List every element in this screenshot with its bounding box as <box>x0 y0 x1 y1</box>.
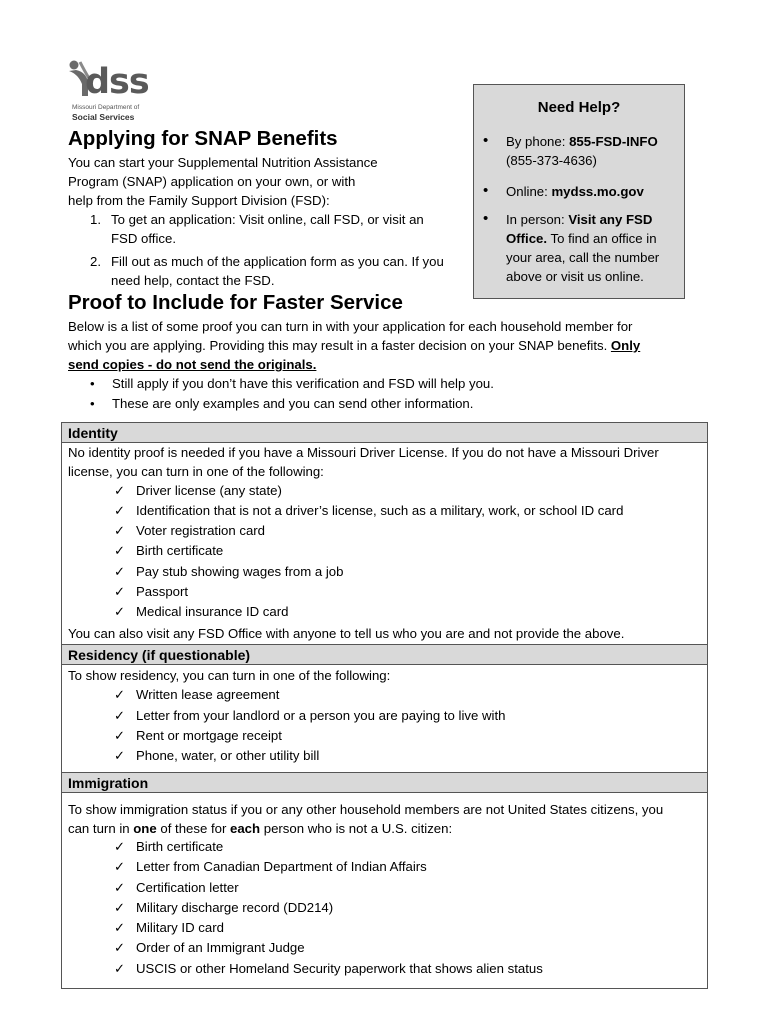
residency-item <box>114 746 319 767</box>
residency-text: To show residency, you can turn in one of the following: <box>68 668 391 683</box>
immigration-item <box>114 898 333 919</box>
checkmark-icon: ✓ <box>114 585 126 600</box>
identity-item-label: Passport <box>136 584 189 599</box>
residency-item-label: Phone, water, or other utility bill <box>136 748 320 763</box>
proof-table <box>61 422 708 989</box>
residency-item <box>114 706 505 727</box>
bullet-icon: • <box>90 396 95 411</box>
step-number: 2. <box>90 254 101 269</box>
logo-wordmark: dss <box>85 62 149 102</box>
immigration-item <box>114 857 427 878</box>
identity-item-label: Birth certificate <box>136 543 224 558</box>
proof-intro <box>68 317 708 374</box>
help-phone-label: By phone: <box>506 134 570 149</box>
dss-logo <box>66 58 148 126</box>
immigration-item-label: Military discharge record (DD214) <box>136 900 334 915</box>
proof-line <box>68 355 708 374</box>
help-phone-number: 855-FSD-INFO <box>569 134 658 149</box>
immigration-item-label: Letter from Canadian Department of Indian Affairs <box>136 859 427 874</box>
proof-title: Proof to Include for Faster Service <box>68 291 403 314</box>
immigration-item-label: Birth certificate <box>136 839 224 854</box>
immigration-item-label: Order of an Immigrant Judge <box>136 940 305 955</box>
identity-item-label: Identification that is not a driver’s license, such as a military, work, or school ID card <box>136 503 624 518</box>
checkmark-icon: ✓ <box>114 840 126 855</box>
checkmark-icon: ✓ <box>114 605 126 620</box>
checkmark-icon: ✓ <box>114 881 126 896</box>
apply-intro-line: Program (SNAP) application on your own, or with <box>68 174 356 189</box>
checkmark-icon: ✓ <box>114 504 126 519</box>
residency-item <box>114 685 279 706</box>
apply-intro-line: help from the Family Support Division (FSD): <box>68 193 330 208</box>
checkmark-icon: ✓ <box>114 709 126 724</box>
immigration-item <box>114 938 305 959</box>
immigration-text-line: To show immigration status if you or any other household members are not United States citizens, you <box>68 802 664 817</box>
identity-text-line: license, you can turn in one of the following: <box>68 464 324 479</box>
help-person-bold: Office. <box>506 231 548 246</box>
immigration-item-label: USCIS or other Homeland Security paperwork that shows alien status <box>136 961 543 976</box>
help-person-text: To find an office in <box>547 231 657 246</box>
residency-item <box>114 726 282 747</box>
help-phone-digits: (855-373-4636) <box>506 153 597 168</box>
identity-item <box>114 602 288 623</box>
help-person-text: your area, call the number <box>506 250 660 265</box>
immigration-item <box>114 959 543 980</box>
help-person-text: above or visit us online. <box>506 269 644 284</box>
residency-heading: Residency (if questionable) <box>62 644 707 665</box>
identity-item-label: Driver license (any state) <box>136 483 282 498</box>
immigration-text-part: can turn in <box>68 821 134 836</box>
help-online-label: Online: <box>506 184 552 199</box>
help-in-person <box>483 210 676 286</box>
apply-intro-line: You can start your Supplemental Nutrition Assistance <box>68 155 378 170</box>
proof-bullets <box>68 374 708 414</box>
identity-item <box>114 521 265 542</box>
checkmark-icon: ✓ <box>114 544 126 559</box>
identity-footer: You can also visit any FSD Office with anyone to tell us who you are and not provide the above. <box>68 626 625 641</box>
step-line: need help, contact the FSD. <box>111 273 275 288</box>
identity-item <box>114 541 223 562</box>
immigration-text-part: of these for <box>156 821 231 836</box>
proof-line: Below is a list of some proof you can turn in with your application for each household member for <box>68 319 633 334</box>
checkmark-icon: ✓ <box>114 524 126 539</box>
step-line: To get an application: Visit online, call FSD, or visit an <box>111 212 424 227</box>
proof-bullet <box>68 374 708 394</box>
identity-item <box>114 501 623 522</box>
help-person-bold: Visit any FSD <box>568 212 653 227</box>
immigration-item <box>114 878 239 899</box>
checkmark-icon: ✓ <box>114 565 126 580</box>
residency-item-label: Written lease agreement <box>136 687 280 702</box>
immigration-item-label: Military ID card <box>136 920 224 935</box>
immigration-item <box>114 918 224 939</box>
checkmark-icon: ✓ <box>114 729 126 744</box>
checkmark-icon: ✓ <box>114 962 126 977</box>
immigration-text-line <box>68 819 704 838</box>
need-help-box <box>473 84 685 299</box>
bullet-icon: • <box>90 376 95 391</box>
apply-steps <box>68 210 478 290</box>
checkmark-icon: ✓ <box>114 484 126 499</box>
bullet-icon: • <box>483 182 489 199</box>
identity-text <box>68 443 704 481</box>
immigration-text-bold: each <box>230 821 261 836</box>
help-phone <box>483 132 676 170</box>
proof-bullet-text: These are only examples and you can send other information. <box>112 396 474 411</box>
residency-item-label: Letter from your landlord or a person you are paying to live with <box>136 708 506 723</box>
help-online-link[interactable]: mydss.mo.gov <box>551 184 644 199</box>
need-help-title: Need Help? <box>537 99 621 116</box>
help-person-label: In person: <box>506 212 569 227</box>
checkmark-icon: ✓ <box>114 921 126 936</box>
identity-item-label: Voter registration card <box>136 523 266 538</box>
bullet-icon: • <box>483 132 489 149</box>
identity-heading: Identity <box>62 422 707 443</box>
immigration-text-part: person who is not a U.S. citizen: <box>260 821 453 836</box>
proof-emphasis: Only <box>610 338 641 353</box>
bullet-icon: • <box>483 210 489 227</box>
identity-item <box>114 481 282 502</box>
logo-subtitle-bold: Social Services <box>72 112 135 122</box>
checkmark-icon: ✓ <box>114 941 126 956</box>
proof-bullet-text: Still apply if you don’t have this verification and FSD will help you. <box>112 376 494 391</box>
step-line: FSD office. <box>111 231 176 246</box>
proof-text: which you are applying. Providing this may result in a faster decision on your SNAP benefits. <box>68 338 611 353</box>
identity-item <box>114 562 343 583</box>
identity-item-label: Pay stub showing wages from a job <box>136 564 344 579</box>
immigration-text <box>68 800 704 838</box>
identity-item-label: Medical insurance ID card <box>136 604 289 619</box>
immigration-heading: Immigration <box>62 772 707 793</box>
residency-item-label: Rent or mortgage receipt <box>136 728 282 743</box>
proof-bullet <box>68 394 708 414</box>
checkmark-icon: ✓ <box>114 749 126 764</box>
proof-line <box>68 336 708 355</box>
immigration-text-bold: one <box>133 821 157 836</box>
identity-item <box>114 582 188 603</box>
proof-emphasis: send copies - do not send the originals. <box>68 357 317 372</box>
checkmark-icon: ✓ <box>114 901 126 916</box>
immigration-item <box>114 837 223 858</box>
apply-intro <box>68 153 468 210</box>
step-number: 1. <box>90 212 101 227</box>
help-online <box>483 182 676 201</box>
identity-text-line: No identity proof is needed if you have a Missouri Driver License. If you do not have a Missouri Driver <box>68 445 659 460</box>
immigration-item-label: Certification letter <box>136 880 239 895</box>
apply-title: Applying for SNAP Benefits <box>68 127 338 150</box>
checkmark-icon: ✓ <box>114 688 126 703</box>
step-line: Fill out as much of the application form as you can. If you <box>111 254 444 269</box>
logo-subtitle: Missouri Department of <box>72 104 140 111</box>
step-item <box>68 210 478 248</box>
checkmark-icon: ✓ <box>114 860 126 875</box>
step-item <box>68 252 478 290</box>
